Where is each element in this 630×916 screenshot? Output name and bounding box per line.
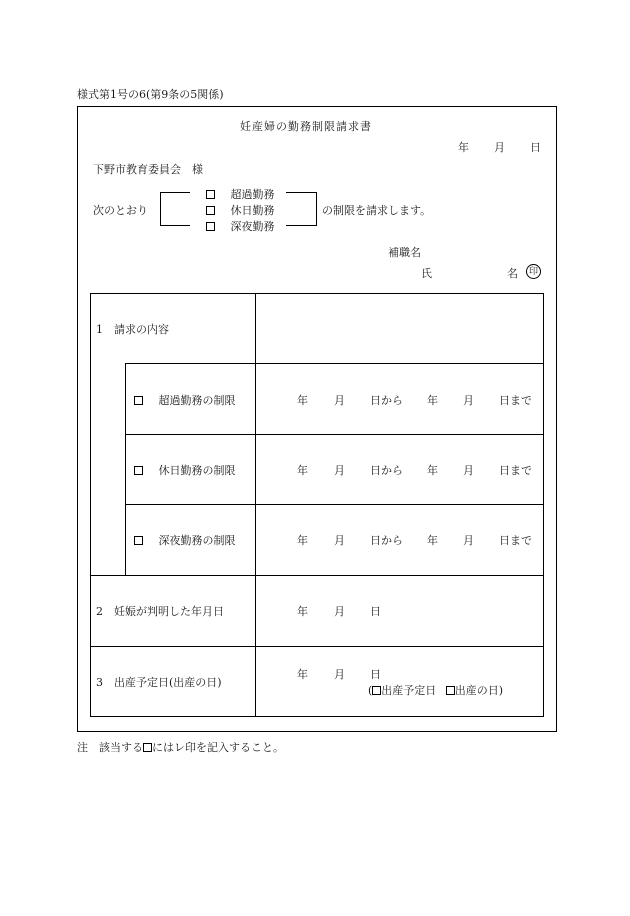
range-from-day: 日から	[370, 464, 403, 477]
request-option-overtime[interactable]	[206, 186, 275, 202]
section3-note-option2: 出産の日)	[454, 684, 504, 697]
seal-icon: 印	[526, 264, 541, 279]
restriction-row-night[interactable]	[134, 532, 236, 548]
table-row-line	[125, 504, 544, 505]
left-bracket-top	[160, 192, 190, 193]
range-month2: 月	[463, 534, 474, 547]
request-option-night[interactable]	[206, 218, 275, 234]
table-row-line	[90, 646, 544, 647]
range-year: 年	[297, 464, 308, 477]
restriction-label: 深夜勤務の制限	[158, 534, 236, 547]
form-title: 妊産婦の勤務制限請求書	[240, 120, 372, 133]
checkbox-icon[interactable]	[206, 206, 215, 215]
checkbox-icon	[143, 743, 152, 752]
range-month: 月	[334, 464, 345, 477]
range-from-day: 日から	[370, 394, 403, 407]
range-year: 年	[297, 394, 308, 407]
range-year2: 年	[427, 394, 438, 407]
section3-month: 月	[334, 668, 345, 681]
request-suffix: の制限を請求します。	[322, 204, 432, 217]
table-column-divider	[255, 293, 256, 717]
range-from-day: 日から	[370, 534, 403, 547]
request-option-label: 休日勤務	[230, 204, 275, 217]
right-bracket-bottom	[286, 225, 316, 226]
range-month: 月	[334, 534, 345, 547]
section1-label: 1 請求の内容	[96, 323, 169, 336]
right-bracket-top	[286, 192, 316, 193]
section3-note-option1: 出産予定日	[381, 684, 437, 697]
table-subcolumn-divider	[125, 363, 126, 575]
request-option-holiday[interactable]	[206, 202, 275, 218]
range-to-day: 日まで	[499, 464, 532, 477]
range-to-day: 日まで	[499, 534, 532, 547]
section2-year: 年	[297, 605, 308, 618]
section2-label: 2 妊娠が判明した年月日	[96, 605, 224, 618]
form-number: 様式第1号の6(第9条の5関係)	[77, 88, 224, 101]
date-month-label: 月	[494, 141, 505, 154]
footer-note	[77, 739, 284, 755]
range-to-day: 日まで	[499, 394, 532, 407]
date-day-label: 日	[530, 141, 541, 154]
section3-label: 3 出産予定日(出産の日)	[96, 676, 222, 689]
range-month: 月	[334, 394, 345, 407]
section3-year: 年	[297, 668, 308, 681]
left-bracket-bottom	[160, 225, 190, 226]
checkbox-icon[interactable]	[446, 686, 455, 695]
range-year: 年	[297, 534, 308, 547]
restriction-label: 休日勤務の制限	[158, 464, 236, 477]
section3-note-open: (	[368, 684, 373, 697]
restriction-label: 超過勤務の制限	[158, 394, 236, 407]
footer-note-rest: にはレ印を記入すること。	[152, 741, 284, 754]
table-row-line	[125, 363, 544, 364]
applicant-title-label: 補職名	[388, 246, 421, 259]
section3-note	[368, 682, 503, 698]
checkbox-icon[interactable]	[134, 536, 143, 545]
request-prefix: 次のとおり	[93, 204, 148, 217]
section2-month: 月	[334, 605, 345, 618]
range-year2: 年	[427, 464, 438, 477]
request-table	[90, 293, 544, 717]
table-row-line	[90, 575, 544, 576]
date-year-label: 年	[458, 141, 469, 154]
request-option-label: 深夜勤務	[230, 220, 275, 233]
addressee: 下野市教育委員会 様	[93, 163, 203, 176]
range-month2: 月	[463, 464, 474, 477]
footer-note-text: 注 該当する	[77, 741, 143, 754]
request-option-label: 超過勤務	[230, 188, 275, 201]
range-month2: 月	[463, 394, 474, 407]
section3-day: 日	[370, 668, 381, 681]
right-bracket-vertical	[316, 192, 317, 226]
restriction-row-overtime[interactable]	[134, 392, 236, 408]
applicant-name-label-1: 氏	[421, 267, 432, 280]
checkbox-icon[interactable]	[206, 222, 215, 231]
range-year2: 年	[427, 534, 438, 547]
applicant-name-label-2: 名	[507, 267, 518, 280]
left-bracket-vertical	[160, 192, 161, 226]
table-row-line	[125, 434, 544, 435]
checkbox-icon[interactable]	[372, 686, 381, 695]
section2-day: 日	[370, 605, 381, 618]
checkbox-icon[interactable]	[134, 466, 143, 475]
restriction-row-holiday[interactable]	[134, 462, 236, 478]
checkbox-icon[interactable]	[134, 396, 143, 405]
checkbox-icon[interactable]	[206, 190, 215, 199]
